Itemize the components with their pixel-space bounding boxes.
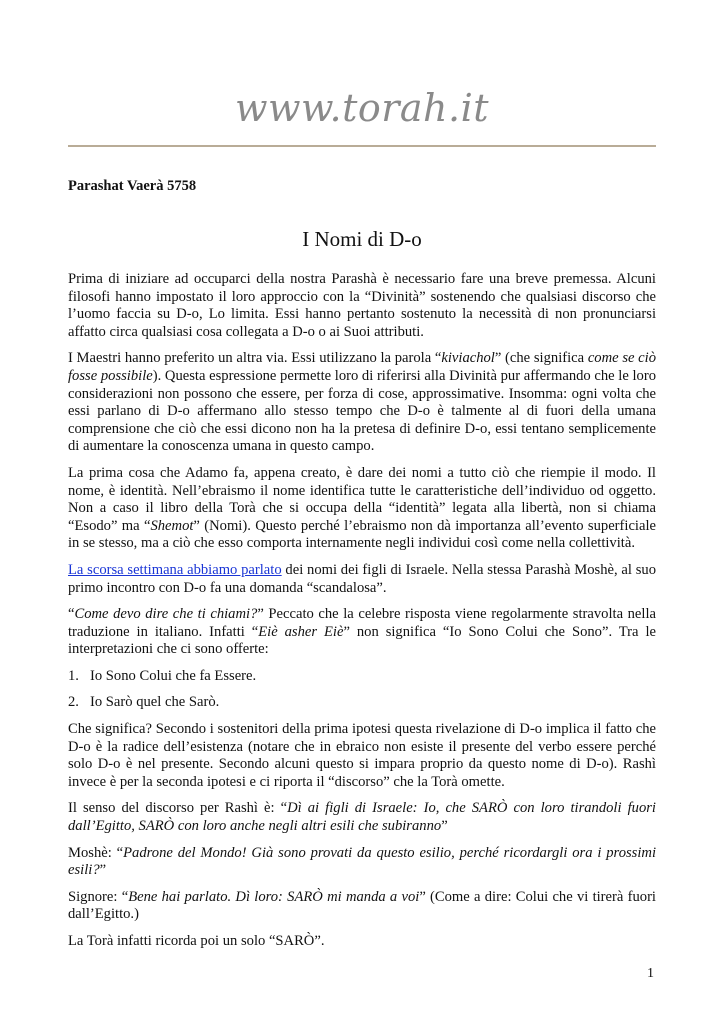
paragraph-8-text-c: ” [99,862,107,879]
list-item-text: Io Sarò quel che Sarò. [90,694,220,711]
paragraph-7-quote: Dì ai figli di Israele: Io, che SARÒ con loro tirandoli fuori dall’Egitto, SARÒ con loro anche negli altri esili che subiranno [68,800,656,835]
parashat-label: Parashat Vaerà 5758 [68,178,197,194]
list-item-text: Io Sono Colui che fa Essere. [90,667,257,684]
paragraph-6: Che significa? Secondo i sostenitori della prima ipotesi questa rivelazione di D-o implica il fatto che D-o è la radice dell’esistenza (notare che in ebraico non esiste il presente del verbo essere perché solo D-o è nel presente. Secondo alcuni questo si impara proprio da questo nome di D-o). Rashì invece è per la seconda ipotesi e ci riporta il “discorso” che la Torà omette. [68,721,656,790]
page-title: I Nomi di D-o [302,227,422,251]
paragraph-3 [68,465,656,553]
paragraph-2-text-e: ). Questa espressione permette loro di riferirsi alla Divinità pur affermando che le loro considerazioni non possono che essere, per forza di cose, approssimative. Insomma: ogni volta che essi parlano di D-o affermano allo stesso tempo che D-o è talmente al di fuori della umana comprensione che ciò che essi dicono non ha la pretesa di definire D-o, essi tentano semplicemente di aumentare la conoscenza umana in questo campo. [68,367,656,455]
paragraph-9-quote: Bene hai parlato. Dì loro: SARÒ mi manda a voi [128,888,420,905]
paragraph-4 [68,562,656,597]
paragraph-10: La Torà infatti ricorda poi un solo “SARÒ”. [68,933,325,949]
paragraph-7-text-a: Il senso del discorso per Rashì è: “ [68,800,288,817]
paragraph-2-text-a: I Maestri hanno preferito un altra via. Essi utilizzano la parola “ [68,350,442,367]
paragraph-9-text-c: ” (Come a dire: Colui che vi tirerà fuori dall’Egitto.) [68,888,656,923]
paragraph-5-text-a: “ [68,606,75,623]
paragraph-1: Prima di iniziare ad occuparci della nostra Parashà è necessario fare una breve premessa. Alcuni filosofi hanno impostato il loro approccio con la “Divinità” sostenendo che qualsiasi discorso che l’uomo faccia su D-o, Lo limita. Essi hanno pertanto sostenuto la necessità di non pronunciarsi affatto circa qualsiasi cosa collegata a D-o o ai Suoi attributi. [68,271,656,340]
paragraph-2-meaning: come se ciò fosse possibile [68,350,657,384]
paragraph-8-quote: Padrone del Mondo! Già sono provati da questo esilio, perché ricordargli ora i prossimi esili? [68,844,656,879]
paragraph-5-text-e: ” non significa “Io Sono Colui che Sono”. Tra le interpretazioni che ci sono offerte: [68,623,656,658]
paragraph-8-text-a: Moshè: “ [68,844,124,861]
paragraph-2 [68,350,656,456]
paragraph-2-kiviachol: kiviachol [441,350,495,367]
paragraph-3-text-a: La prima cosa che Adamo fa, appena creato, è dare dei nomi a tutto ciò che riempie il modo. Il nome, è identità. Nell’ebraismo il nome identifica tutte le caratteristiche dell’individuo od oggetto. Non a caso il libro della Torà che si occupa della “identità” legata alla libertà, non si chiama “Esodo” ma “ [68,464,656,534]
paragraph-9 [68,889,656,924]
paragraph-5-text-c: ” Peccato che la celebre risposta viene regolarmente stravolta nella traduzione in italiano. Infatti “ [68,606,656,640]
list-item [68,668,656,686]
list-item-number: 2. [68,694,79,711]
previous-week-link[interactable]: La scorsa settimana abbiamo parlato [68,561,282,578]
paragraph-3-text-c: ” (Nomi). Questo perché l’ebraismo non dà importanza all’evento superficiale in se stesso, ma a ciò che esso comporta internamente negli individui così come nella collettività. [68,517,656,552]
paragraph-5-eie-asher-eie: Eiè asher Eiè [258,623,344,640]
paragraph-9-text-a: Signore: “ [68,888,129,905]
page-number: 1 [647,966,654,981]
list-item [68,694,656,712]
list-item-number: 1. [68,667,79,684]
paragraph-7 [68,800,656,835]
site-header: www.torah.it [234,86,490,130]
paragraph-3-shemot: Shemot [150,517,194,534]
paragraph-2-text-c: ” (che significa [494,350,588,367]
paragraph-7-text-c: ” [441,818,448,835]
paragraph-5-question: Come devo dire che ti chiami? [74,606,258,623]
article-body [68,271,656,960]
header-divider [68,145,656,147]
paragraph-8 [68,845,656,880]
paragraph-5 [68,606,656,659]
paragraph-4-text: dei nomi dei figli di Israele. Nella stessa Parashà Moshè, al suo primo incontro con D-o fa una domanda “scandalosa”. [68,561,656,596]
